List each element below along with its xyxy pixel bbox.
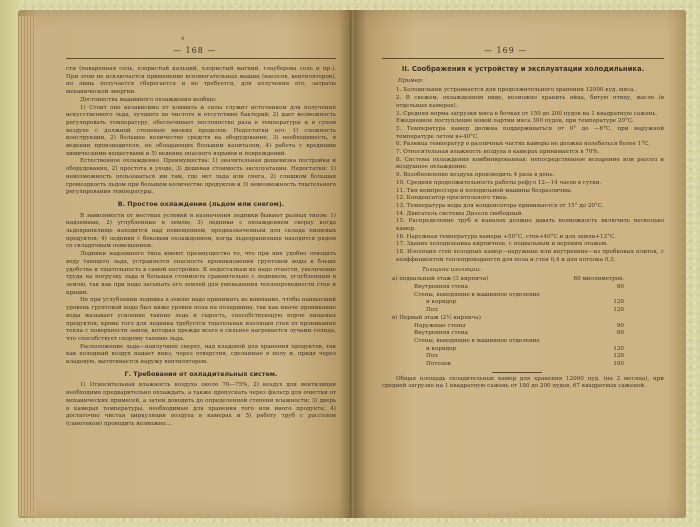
table-cell-label: Потолок xyxy=(426,361,452,368)
header-rule xyxy=(66,58,336,59)
list-item: 3. Средняя норма загрузки мяса в бочках от 150 до 200 пудов на 1 квадратную сажень. xyxy=(396,110,658,117)
paragraph: 1) Стоит оно независимо от климата и силы служит источником для получения искусственного льда, лучшего по чистоте и отсутствию бактерий; 2) дает возможность регулировать температуру, обеспечивает постоянство раза в температуры и в сухом воздухе с должной степенью низких пределов. Недостатки его: 1) сложность конструкции, 2) большее количество средств на оборудование, 3) необходимость, в ведении производителя, не обладающих большим капиталом, 4) работа с вредными химическими веществами и 5) ведение опасного взрывов и повреждений. xyxy=(66,104,336,157)
table-row xyxy=(392,299,664,307)
table-row xyxy=(392,338,664,346)
paragraph: Общая площадь охладительных камер для хранения 12000 пуд. (на 2 месяца), при средней загрузке на 1 квадратную сажень от 180 до 200 пудов, 67 квадратных саженей. xyxy=(382,375,664,390)
left-page-text xyxy=(66,66,336,429)
page-number-right: — 169 — xyxy=(484,46,528,55)
page-marker: 4 xyxy=(181,36,185,42)
paragraph: Не при углублении ледника в землю надо принимать во внимание, чтобы наивысший уровень грунтовой воды был ниже уровня пола на поларшина, так как иначе проникание воды вызывает усиление таяние льда и сырость, способствующую порче пищевых продуктов; кроме того для ледника требуется тщательная изоляция стен от проникания тепла с поверхности земли, которая прежде всего в сильнее нагревается лучами солнца, что способствует скорому таянию льда. xyxy=(66,297,336,342)
table-cell-label: Пол xyxy=(426,307,438,314)
table-row xyxy=(392,323,664,331)
section-heading: В. Простое охлаждение (льдом или снегом). xyxy=(117,199,285,208)
section-heading: Г. Требования от охладительных систем. xyxy=(124,369,278,378)
list-item: 5. Температура камер должна поддерживаться от 0° до —6°C, при наружной температуре летом в+40°C. xyxy=(396,125,664,140)
table-row xyxy=(392,353,664,361)
list-item: 13. Температура воды для конденсатора принимается от 15° до 20°C. xyxy=(396,202,604,209)
example-label: Пример: xyxy=(398,77,424,84)
table-cell-label: Пол xyxy=(426,353,438,360)
list-item: 8. Система охлаждения комбинированная: непосредственное испарение или рассол и воздушное охлаждение. xyxy=(396,156,664,171)
right-page xyxy=(354,10,686,518)
table-row xyxy=(392,307,664,315)
table-cell-label: Внутренняя стена xyxy=(414,283,469,290)
table-cell-label: Стены, выходящие в машинное отделение xyxy=(414,291,540,298)
list-item: 14. Двигатель системы Дизеля свободный. xyxy=(396,210,524,217)
paragraph: В зависимости от местных условий и назначения ледники бывают разных типов: 1) надземные, 2) углубленные в землю, 3) ледники с охлаждением сверху когда льдохранилище находится над помещением, предназначенным для склада пищевых продуктов; 4) ледники с боковым охлаждением, когда льдохранилище находится рядом со складочным помещением. xyxy=(66,212,336,250)
table-row xyxy=(392,276,664,284)
paragraph: 1) Относительная влажность воздуха около 70—75%, 2) воздух для вентиляции необходимо предварительно охлаждать, а также пропускать через фильтр для очистки от механических примесей, а затем доводить до определенной степени влажности; 3) дверь в камерах температуры, необходимые для хранения того или иного продукта; 4) достаточно чистая циркуляция воздуха в камерах и 5) работу труб с рассолом (самотеком) проводить возможно... xyxy=(66,382,336,427)
table-cell-label: и коридор xyxy=(426,345,457,352)
list-item: 18. Изоляция стен холодных камер—наружные или внутренние—из пробковых плиток, с коэффициентом теплопроводности для пола и стен 0,4 и для потолка 0,3. xyxy=(396,249,664,263)
list-item: 15. Распределение труб в каналах должно давать возможность включить несколько камер. xyxy=(396,218,664,233)
table-cell-label: в) Первый этаж (2½ кирпича) xyxy=(392,314,481,321)
table-row xyxy=(392,315,664,323)
page-edges xyxy=(18,16,36,516)
table-cell-label: и коридор xyxy=(426,299,457,306)
table-row xyxy=(392,361,664,369)
list-item: 10. Средняя продолжительность работы рефул 12—14 часов в сутки. xyxy=(396,179,602,186)
table-cell-value: 120 xyxy=(613,307,624,314)
table-row xyxy=(392,292,664,300)
table-cell-value: 120 xyxy=(613,299,624,306)
divider xyxy=(492,372,542,373)
thickness-label: Толщина изоляции: xyxy=(422,266,481,273)
requirements-list xyxy=(382,87,664,264)
list-item: 1. Холодильник устраивается для продолжительного хранения 12000 куд. мяса. xyxy=(396,87,636,94)
list-item: 7. Относительная влажность воздуха в камерах принимается в 70%. xyxy=(396,149,600,156)
table-row xyxy=(392,346,664,354)
table-cell-value: 120 xyxy=(613,345,624,352)
list-item: 2. В свежем, охлажденном виде, возможно хранить яйца, битую птицу, масло (в отдельных камерах). xyxy=(396,95,664,109)
page-number-left: — 168 — xyxy=(173,46,217,55)
right-page-text xyxy=(382,62,664,391)
list-item: 11. Тип компрессора и холодильной машины безразличны. xyxy=(396,187,573,194)
table-cell-label: Внутренняя стена xyxy=(414,330,469,337)
table-cell-value: 80 миллиметров. xyxy=(573,276,624,283)
header-rule xyxy=(382,58,664,59)
table-cell-value: 60 xyxy=(616,330,624,337)
paragraph: Достоинства машинного охлаждения вообще: xyxy=(80,96,217,103)
open-book xyxy=(18,10,686,522)
chapter-heading: II. Соображения к устройству и эксплуатации холодильника. xyxy=(401,65,645,73)
table-cell-value: 90 xyxy=(616,322,624,329)
paragraph: Расположение льда—наилучшее сверху, над кладовой для хранения продуктов, так как холодный воздух падает вниз, через отверстия, сделанные в полу и, придя через кладовую, вытягивается наружу вентилятором. xyxy=(66,343,336,366)
paragraph: сти (поваренная соль, хлористый кальций, хлористый магний, глауберова соль и пр.). При этом не исключается применение вспомогательных машин (насосов, вентиляторов), но лишь получается сберегается и не требуется, для получения его, затраты механической энергии. xyxy=(66,66,336,96)
table-cell-value: 120 xyxy=(613,353,624,360)
paragraph: Ледники надземного типа имеют преимущество то, что при них удобно отводить воду тающего льда, устраняется опасность проникновения грунтовой воды в бльше удобства и тщательность в самой постройке. К недостаткам их надо отнести, увеличение труда на погрузку льда и большая стоимость сравнительно с ледником, углубленным в землю, так как при надо засыпать его землей для уменьшения теплопроводности стен и крыши. xyxy=(66,251,336,296)
insulation-table xyxy=(392,276,664,368)
list-item: 17. Здание холодильника кирпичное, с подвальным и верхним этажом. xyxy=(396,241,609,248)
table-row xyxy=(392,284,664,292)
paragraph: Естественное охлаждение. Преимущества: 1) значительная дешевизна постройки и оборудования, 2) простота в уходе, 3) дешевая стоимость эксплуатации. Недостатки: 1) невозможность пользоваться им там, где нет льда или снега, 2) слишком большая громоздкость льдом при большом количестве продуктов и 3) невозможность тщательного регулирования температуры. xyxy=(66,158,336,196)
list-item: 9. Возобновление воздуха производить 4 раза в день. xyxy=(396,172,555,179)
table-cell-label: Стены, выходящие в машинное отделение xyxy=(414,337,540,344)
table-cell-value: 60 xyxy=(616,283,624,290)
table-cell-label: Наружные стены xyxy=(414,322,466,329)
list-item: 16. Наружная температура камеры +50°C, стен+40°C и для земли+12°C. xyxy=(396,233,616,240)
table-row xyxy=(392,330,664,338)
list-item: 6. Разница температур в различных частях камеры не должна колебаться более 1°C. xyxy=(396,141,650,148)
list-item: Ежедневное поступление новой партии мяса 300 пудов, при температуре 20°C. xyxy=(396,118,634,125)
left-page xyxy=(18,10,352,518)
list-item: 12. Конденсатор оросительного типа. xyxy=(396,195,508,202)
table-cell-value: 100 xyxy=(613,361,624,368)
table-cell-label: а) подвальный этаж (3 кирпича) xyxy=(392,276,489,283)
